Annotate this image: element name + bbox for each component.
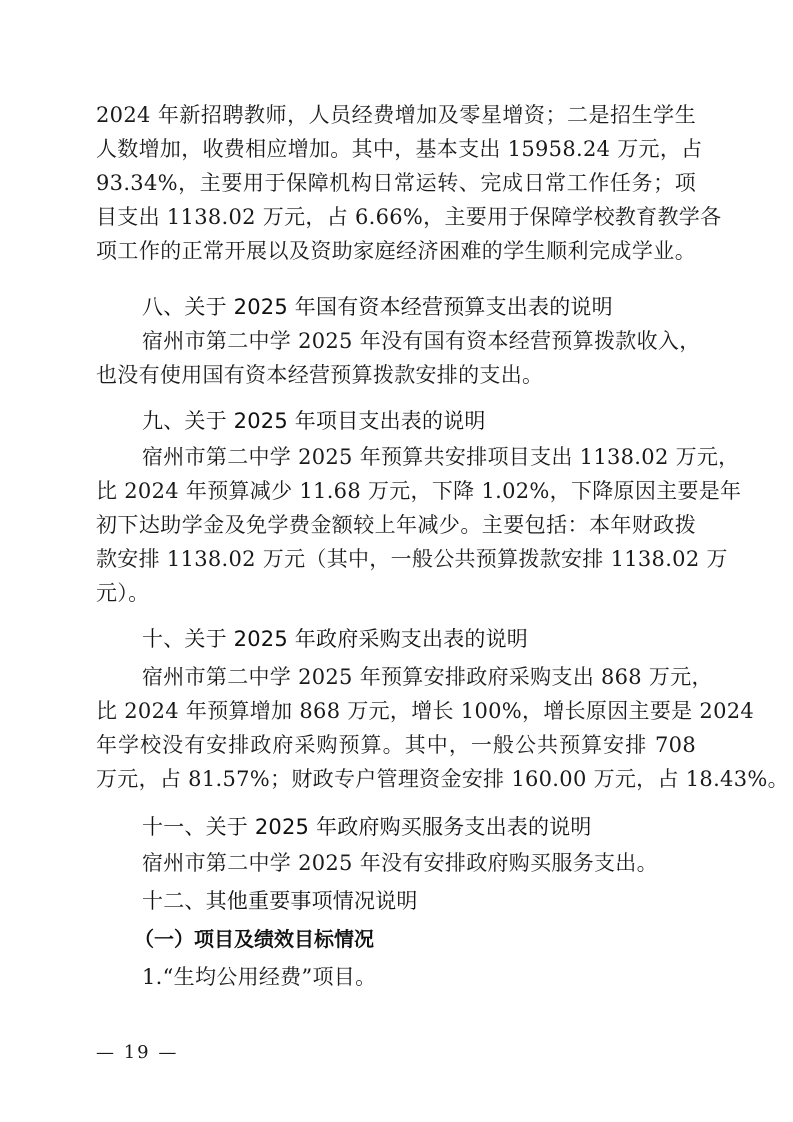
paragraph-project-expenditure <box>96 440 742 610</box>
text-line: 宿州市第二中学 2025 年没有国有资本经营预算拨款收入， <box>142 329 701 353</box>
text-line: 人数增加，收费相应增加。其中，基本支出 15958.24 万元，占 <box>96 137 703 161</box>
subsection-heading-project-goals: （一）项目及绩效目标情况 <box>134 927 374 951</box>
section-heading-11: 十一、关于 2025 年政府购买服务支出表的说明 <box>142 815 592 839</box>
text-line: 93.34%，主要用于保障机构日常运转、完成日常工作任务；项 <box>96 171 696 195</box>
section-heading-8: 八、关于 2025 年国有资本经营预算支出表的说明 <box>142 295 613 319</box>
section-heading-9: 九、关于 2025 年项目支出表的说明 <box>142 409 486 433</box>
page-number: — 19 — <box>96 1042 179 1063</box>
text-line: 比 2024 年预算增加 868 万元，增长 100%，增长原因主要是 2024 <box>96 699 755 723</box>
paragraph-government-procurement <box>96 660 789 796</box>
paragraph-government-services <box>96 846 696 880</box>
text-line: 初下达助学金及免学费金额较上年减少。主要包括：本年财政拨 <box>96 513 696 537</box>
text-line: 宿州市第二中学 2025 年预算共安排项目支出 1138.02 万元， <box>142 445 740 469</box>
text-line: 宿州市第二中学 2025 年预算安排政府采购支出 868 万元， <box>142 665 713 689</box>
section-heading-12: 十二、其他重要事项情况说明 <box>142 889 418 913</box>
list-item-public-funding <box>96 960 696 994</box>
text-line: 2024 年新招聘教师，人员经费增加及零星增资；二是招生学生 <box>96 103 696 127</box>
text-line: 宿州市第二中学 2025 年没有安排政府购买服务支出。 <box>142 851 658 875</box>
paragraph-budget-expenditure <box>96 98 722 268</box>
text-line: 项工作的正常开展以及资助家庭经济困难的学生顺利完成学业。 <box>96 239 696 263</box>
paragraph-state-capital <box>96 324 701 392</box>
text-line: 万元，占 81.57%；财政专户管理资金安排 160.00 万元，占 18.43%。 <box>96 767 789 791</box>
text-line: 目支出 1138.02 万元，占 6.66%，主要用于保障学校教育教学各 <box>96 205 722 229</box>
text-line: 1.“生均公用经费”项目。 <box>142 965 377 989</box>
text-line: 比 2024 年预算减少 11.68 万元，下降 1.02%，下降原因主要是年 <box>96 479 742 503</box>
text-line: 年学校没有安排政府采购预算。其中，一般公共预算安排 708 <box>96 733 696 757</box>
section-heading-10: 十、关于 2025 年政府采购支出表的说明 <box>142 627 528 651</box>
text-line: 元）。 <box>96 581 150 605</box>
text-line: 也没有使用国有资本经营预算拨款安排的支出。 <box>96 363 544 387</box>
text-line: 款安排 1138.02 万元（其中，一般公共预算拨款安排 1138.02 万 <box>96 547 728 571</box>
